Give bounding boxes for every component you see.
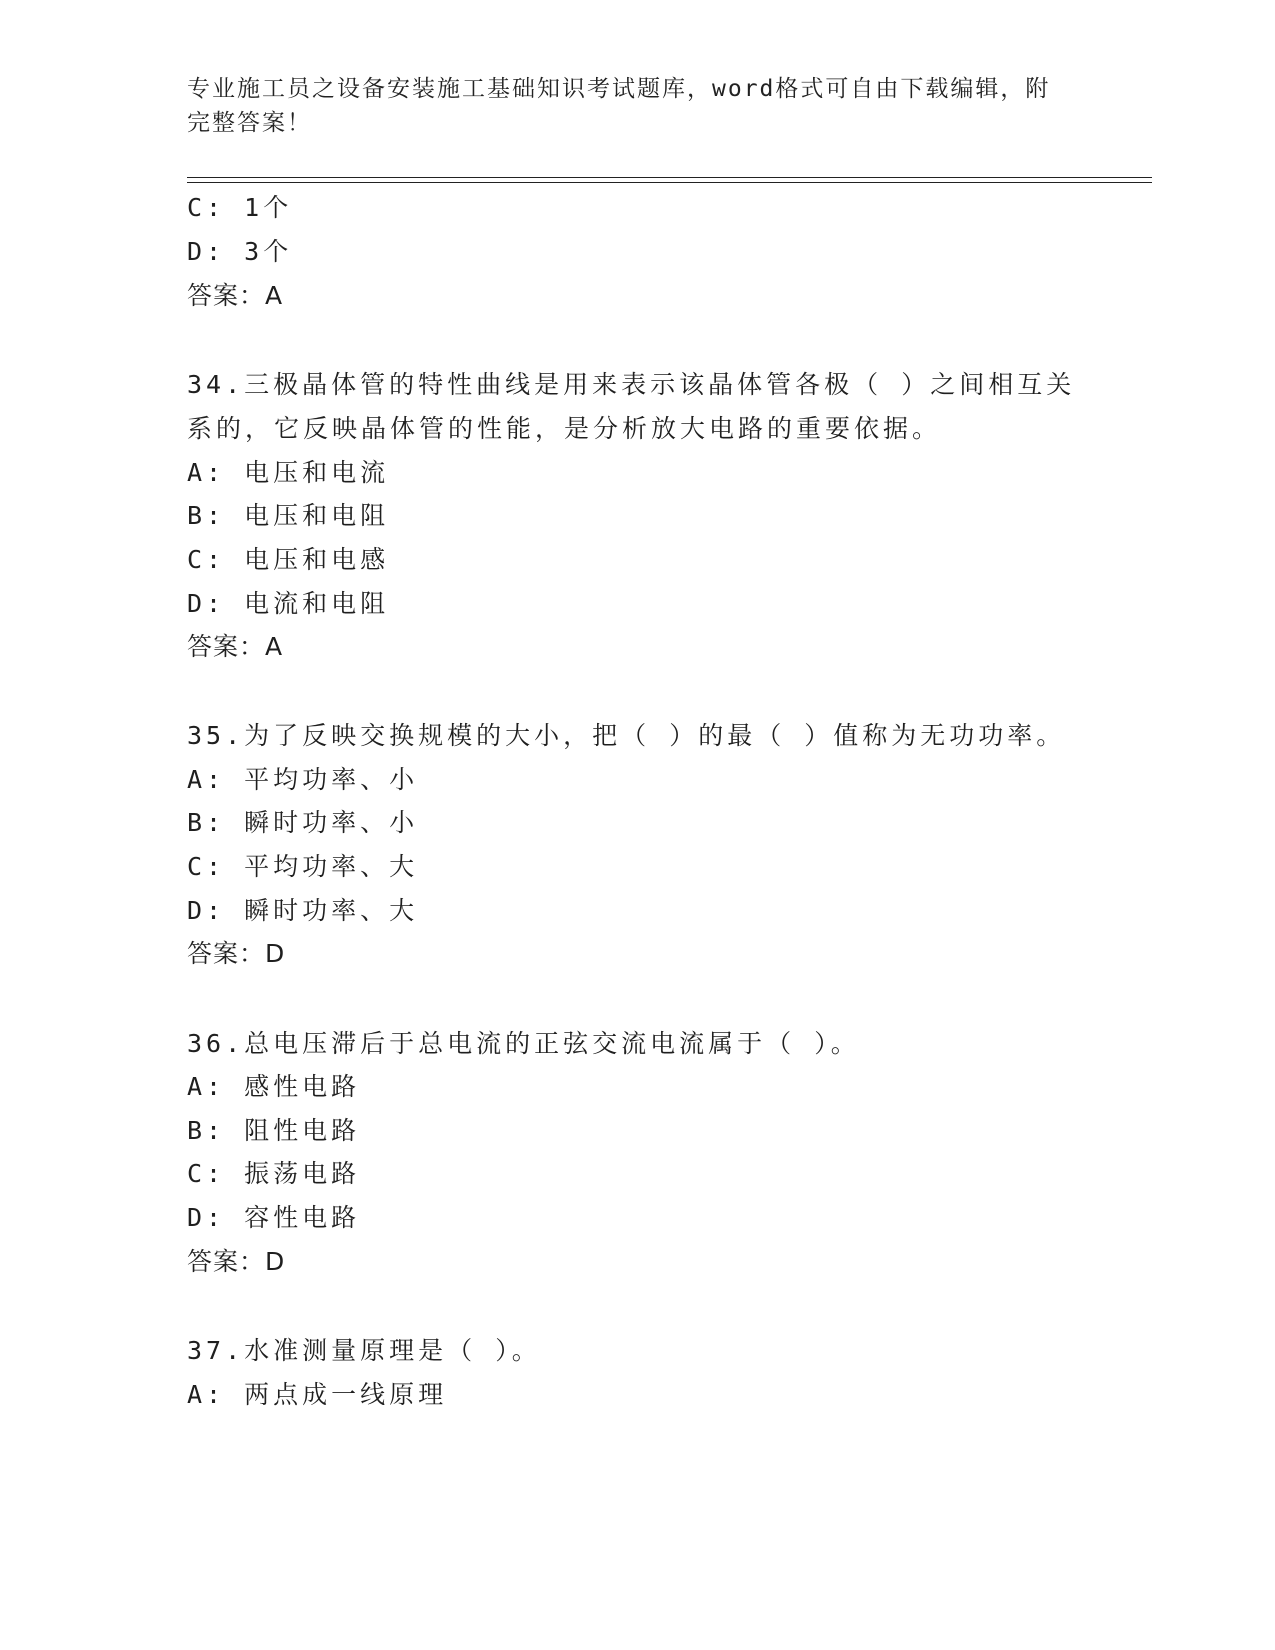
question-36-stem: 36.总电压滞后于总电流的正弦交流电流属于（ ）。 [187, 1029, 860, 1058]
question-34-stem-cont: 系的，它反映晶体管的性能，是分析放大电路的重要依据。 [187, 414, 942, 443]
question-34-stem: 34.三极晶体管的特性曲线是用来表示该晶体管各极（ ）之间相互关 [187, 370, 1076, 399]
answer: 答案：D [187, 1247, 286, 1276]
option-c: C: 1个 [187, 193, 293, 222]
question-35-stem: 35.为了反映交换规模的大小，把（ ）的最（ ）值称为无功功率。 [187, 721, 1066, 750]
option-a: A: 两点成一线原理 [187, 1380, 448, 1409]
option-c: C: 平均功率、大 [187, 852, 419, 881]
option-a: A: 电压和电流 [187, 458, 390, 487]
answer: 答案：D [187, 939, 286, 968]
option-c: C: 电压和电感 [187, 545, 390, 574]
option-d: D: 瞬时功率、大 [187, 896, 419, 925]
option-b: B: 阻性电路 [187, 1116, 361, 1145]
question-37-stem: 37.水准测量原理是（ ）。 [187, 1336, 541, 1365]
option-b: B: 电压和电阻 [187, 501, 390, 530]
option-d: D: 3个 [187, 237, 293, 266]
document-header: 专业施工员之设备安装施工基础知识考试题库，word格式可自由下载编辑，附完整答案！ [187, 76, 1051, 136]
option-d: D: 容性电路 [187, 1203, 361, 1232]
option-c: C: 振荡电路 [187, 1159, 361, 1188]
option-b: B: 瞬时功率、小 [187, 808, 419, 837]
answer: 答案：A [187, 632, 284, 661]
header-divider-bottom [187, 182, 1152, 183]
option-d: D: 电流和电阻 [187, 589, 390, 618]
option-a: A: 平均功率、小 [187, 765, 419, 794]
header-divider-top [187, 177, 1152, 178]
answer: 答案：A [187, 281, 284, 310]
option-a: A: 感性电路 [187, 1072, 361, 1101]
